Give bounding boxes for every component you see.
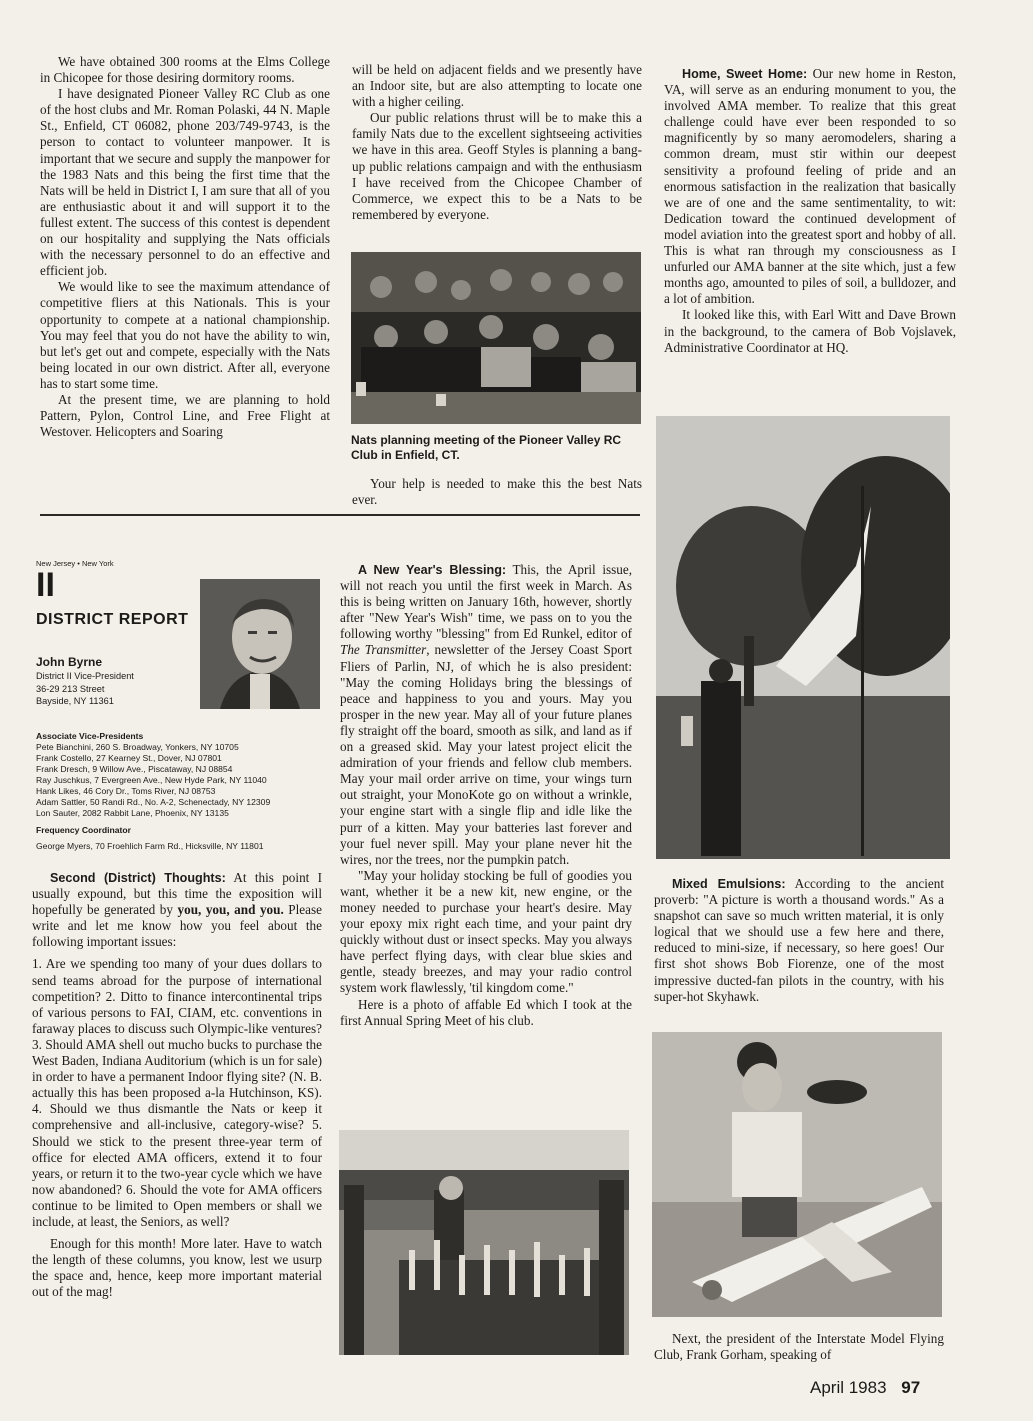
assoc-entry: Lon Sauter, 2082 Rabbit Lane, Phoenix, NY 13135 (36, 808, 229, 818)
assoc-entry: Hank Likes, 46 Cory Dr., Toms River, NJ 08753 (36, 786, 216, 796)
vp-contact (36, 670, 134, 708)
paragraph: Our new home in Reston, VA, will serve as an enduring monument to you, the involved AMA member. To realize that this great challenge could have ever been responded to so magnificently by so many aeromodelers, sharing a common dream, must stir within our deepest sensitivity a profound feeling of pride and an enormous satisfaction in the realization that basically we are of one and the same sentimentality, to wit: Dedication toward the continued development of model aviation into the greatest sport and hobby of all. This is what ran through my consciousness as I unfurled our AMA banner at the site which, just a few months ago, amounted to piles of soil, a bulldozer, and a lot of ambition. (664, 66, 956, 307)
text: Please write and let me know how you feel about the following important issues: (32, 902, 322, 950)
paragraph: We have obtained 300 rooms at the Elms College in Chicopee for those desiring dormitory rooms. (40, 54, 330, 86)
emphasis: you, you, and you. (177, 902, 284, 918)
section-heading: Second (District) Thoughts: (50, 871, 226, 885)
assoc-entry: Frank Dresch, 9 Willow Ave., Piscataway, NJ 08854 (36, 764, 233, 774)
text: At this point I usually expound, but this time the exposition will hopefully be generated by (32, 870, 323, 918)
meeting-photo (351, 252, 641, 424)
text: This, the April issue, will not reach you until the first week in March. As this is being written on January 16th, however, shortly after "New Year's Wish" time, we pass on to you the following worthy "blessing" from Ed Runkel, editor of (340, 562, 632, 642)
bottom-column-3 (654, 876, 944, 1005)
top-column-2 (352, 62, 642, 223)
banner-photo (656, 416, 950, 859)
district-title: DISTRICT REPORT (36, 611, 189, 628)
paragraph: We would like to see the maximum attendance of competitive fliers at this Nationals. This is your opportunity to compete at a national championship. You may feel that you do not have the ability to win, but let's get out and compete, especially with the Nats being located in our own district. After all, everyone has to start some time. (40, 279, 330, 391)
bottom-column-3-end (654, 1331, 944, 1363)
top-column-2-end (352, 476, 642, 508)
paragraph: will be held on adjacent fields and we presently have an Indoor site, but are also attempting to locate one with a higher ceiling. (352, 62, 642, 110)
vp-name: John Byrne (36, 655, 103, 669)
text: , newsletter of the Jersey Coast Sport Fliers of Parlin, NJ, of which he is also president: "May the coming Holidays bring the blessings of peace and happiness to you and yours. May you prosper in the new year. May all of your future planes fly straight off the board, smooth as silk, and land as if on a greased skid. May your latest project elicit the admiration of your friends and fellow club members. May your mail order arrive on time, your wings turn out straight, your MonoKote go on without a wrinkle, your engine start with a single flip and idle like the purr of a kitten. May your batteries last forever and your fuel never spill. May your plane never hit the wires, nor the trees, nor the pumpkin patch. (340, 642, 632, 867)
page-number: 97 (901, 1378, 921, 1397)
page-footer (810, 1378, 920, 1398)
text: According to the ancient proverb: "A picture is worth a thousand words." As a snapshot can save so much written material, it is only logical that we should use a few here and there, reduced to mini-size, if necessary, so here goes! Our first shot shows Bob Fiorenze, one of the most impressive ducted-fan pilots in the country, with his super-hot Skyhawk. (654, 876, 944, 1004)
assoc-entry: Frank Costello, 27 Kearney St., Dover, NJ 07801 (36, 753, 222, 763)
assoc-heading: Associate Vice-Presidents (36, 731, 144, 741)
portrait-photo (200, 579, 320, 709)
section-heading: Home, Sweet Home: (682, 67, 808, 81)
paragraph: Next, the president of the Interstate Model Flying Club, Frank Gorham, speaking of (654, 1331, 944, 1363)
freq-entry: George Myers, 70 Froehlich Farm Rd., Hicksville, NY 11801 (36, 841, 264, 851)
paragraph: "May your holiday stocking be full of goodies you want, whether it be a new kit, new engine, or the money needed to purchase your heart's desire. May your epoxy mix right each time, and your paint dry quickly without dust or insect specks. May you always have perfect flying days, with clear blue skies and gentle, steady breezes, and may your radio control system work flawlessly, 'til kingdom come." (340, 867, 632, 996)
issue-date: April 1983 (810, 1378, 887, 1397)
paragraph: Our public relations thrust will be to make this a family Nats due to the excellent sightseeing activities we have in this area. Geoff Styles is planning a bang-up public relations campaign and with the enthusiasm I have received from the Chicopee Chamber of Commerce, we expect this to be a Nats to be remembered by everyone. (352, 110, 642, 222)
freq-heading: Frequency Coordinator (36, 825, 132, 835)
assoc-entry: Ray Juschkus, 7 Evergreen Ave., New Hyde Park, NY 11040 (36, 775, 267, 785)
top-column-1 (40, 54, 330, 440)
section-divider (40, 514, 640, 516)
bottom-column-2 (340, 562, 632, 1029)
meeting-photo-caption: Nats planning meeting of the Pioneer Valley RC Club in Enfield, CT. (351, 433, 622, 462)
vp-address-line-2: Bayside, NY 11361 (36, 696, 114, 706)
paragraph: It looked like this, with Earl Witt and Dave Brown in the background, to the camera of Bob Vojslavek, Administrative Coordinator at HQ. (664, 307, 956, 355)
newsletter-title: The Transmitter (340, 642, 427, 658)
vp-address-line-1: 36-29 213 Street (36, 683, 105, 694)
paragraph: Your help is needed to make this the best Nats ever. (352, 476, 642, 508)
district-number: II (36, 566, 55, 604)
paragraph: At the present time, we are planning to hold Pattern, Pylon, Control Line, and Free Flight at Westover. Helicopters and Soaring (40, 391, 330, 440)
associate-vps (36, 731, 336, 852)
trophy-photo (339, 1130, 629, 1355)
skyhawk-photo (652, 1032, 942, 1317)
paragraph: Here is a photo of affable Ed which I took at the first Annual Spring Meet of his club. (340, 996, 632, 1028)
assoc-entry: Adam Sattler, 50 Randi Rd., No. A-2, Schenectady, NY 12309 (36, 797, 271, 807)
section-heading: Mixed Emulsions: (672, 877, 786, 891)
paragraph: Enough for this month! More later. Have to watch the length of these columns, you know, lest we usurp the space and, hence, keep more important material out of the mag! (32, 1236, 322, 1300)
section-heading: A New Year's Blessing: (358, 563, 507, 577)
paragraph: I have designated Pioneer Valley RC Club as one of the host clubs and Mr. Roman Polaski, 44 N. Maple St., Enfield, CT 06082, phone 203/749-9743, is the person to contact to volunteer manpower. It is important that we secure and supply the manpower for the 1983 Nats and this being the first time that the Nats will be held in District I, I am sure that all of you are enthusiastic about it and will support it to the fullest extent. The success of this contest is dependent on our hospitality and supplying the Nats officials with the necessary personnel to do an effective and efficient job. (40, 86, 330, 279)
assoc-entry: Pete Bianchini, 260 S. Broadway, Yonkers, NY 10705 (36, 742, 239, 752)
district-states: New Jersey • New York (36, 559, 114, 568)
bottom-column-1 (32, 870, 322, 1300)
top-column-3 (664, 66, 956, 356)
vp-title: District II Vice-President (36, 671, 134, 681)
paragraph: 1. Are we spending too many of your dues dollars to send teams abroad for the purpose of international competition? 2. Ditto to finance intercontinental trips of various persons to FAI, CIAM, etc. conventions in faraway places to discuss such Olympic-like ventures? 3. Should AMA shell out mucho bucks to purchase the West Baden, Indiana Auditorium (which is un for sale) in order to have a permanent Indoor flying site? (N. B. actually this has been proposed a-la Hutchinson, KS). 4. Should we thus dismantle the Nats or keep it comprehensive and all-inclusive, category-wise? 5. Should we stick to the present three-year term of office for elected AMA officers, extend it to four years, or return it to the two-year cycle which we have now abandoned? 6. Should the vote for AMA officers continue to be limited to Open members or shall we include, at least, the Seniors, as well? (32, 956, 322, 1229)
